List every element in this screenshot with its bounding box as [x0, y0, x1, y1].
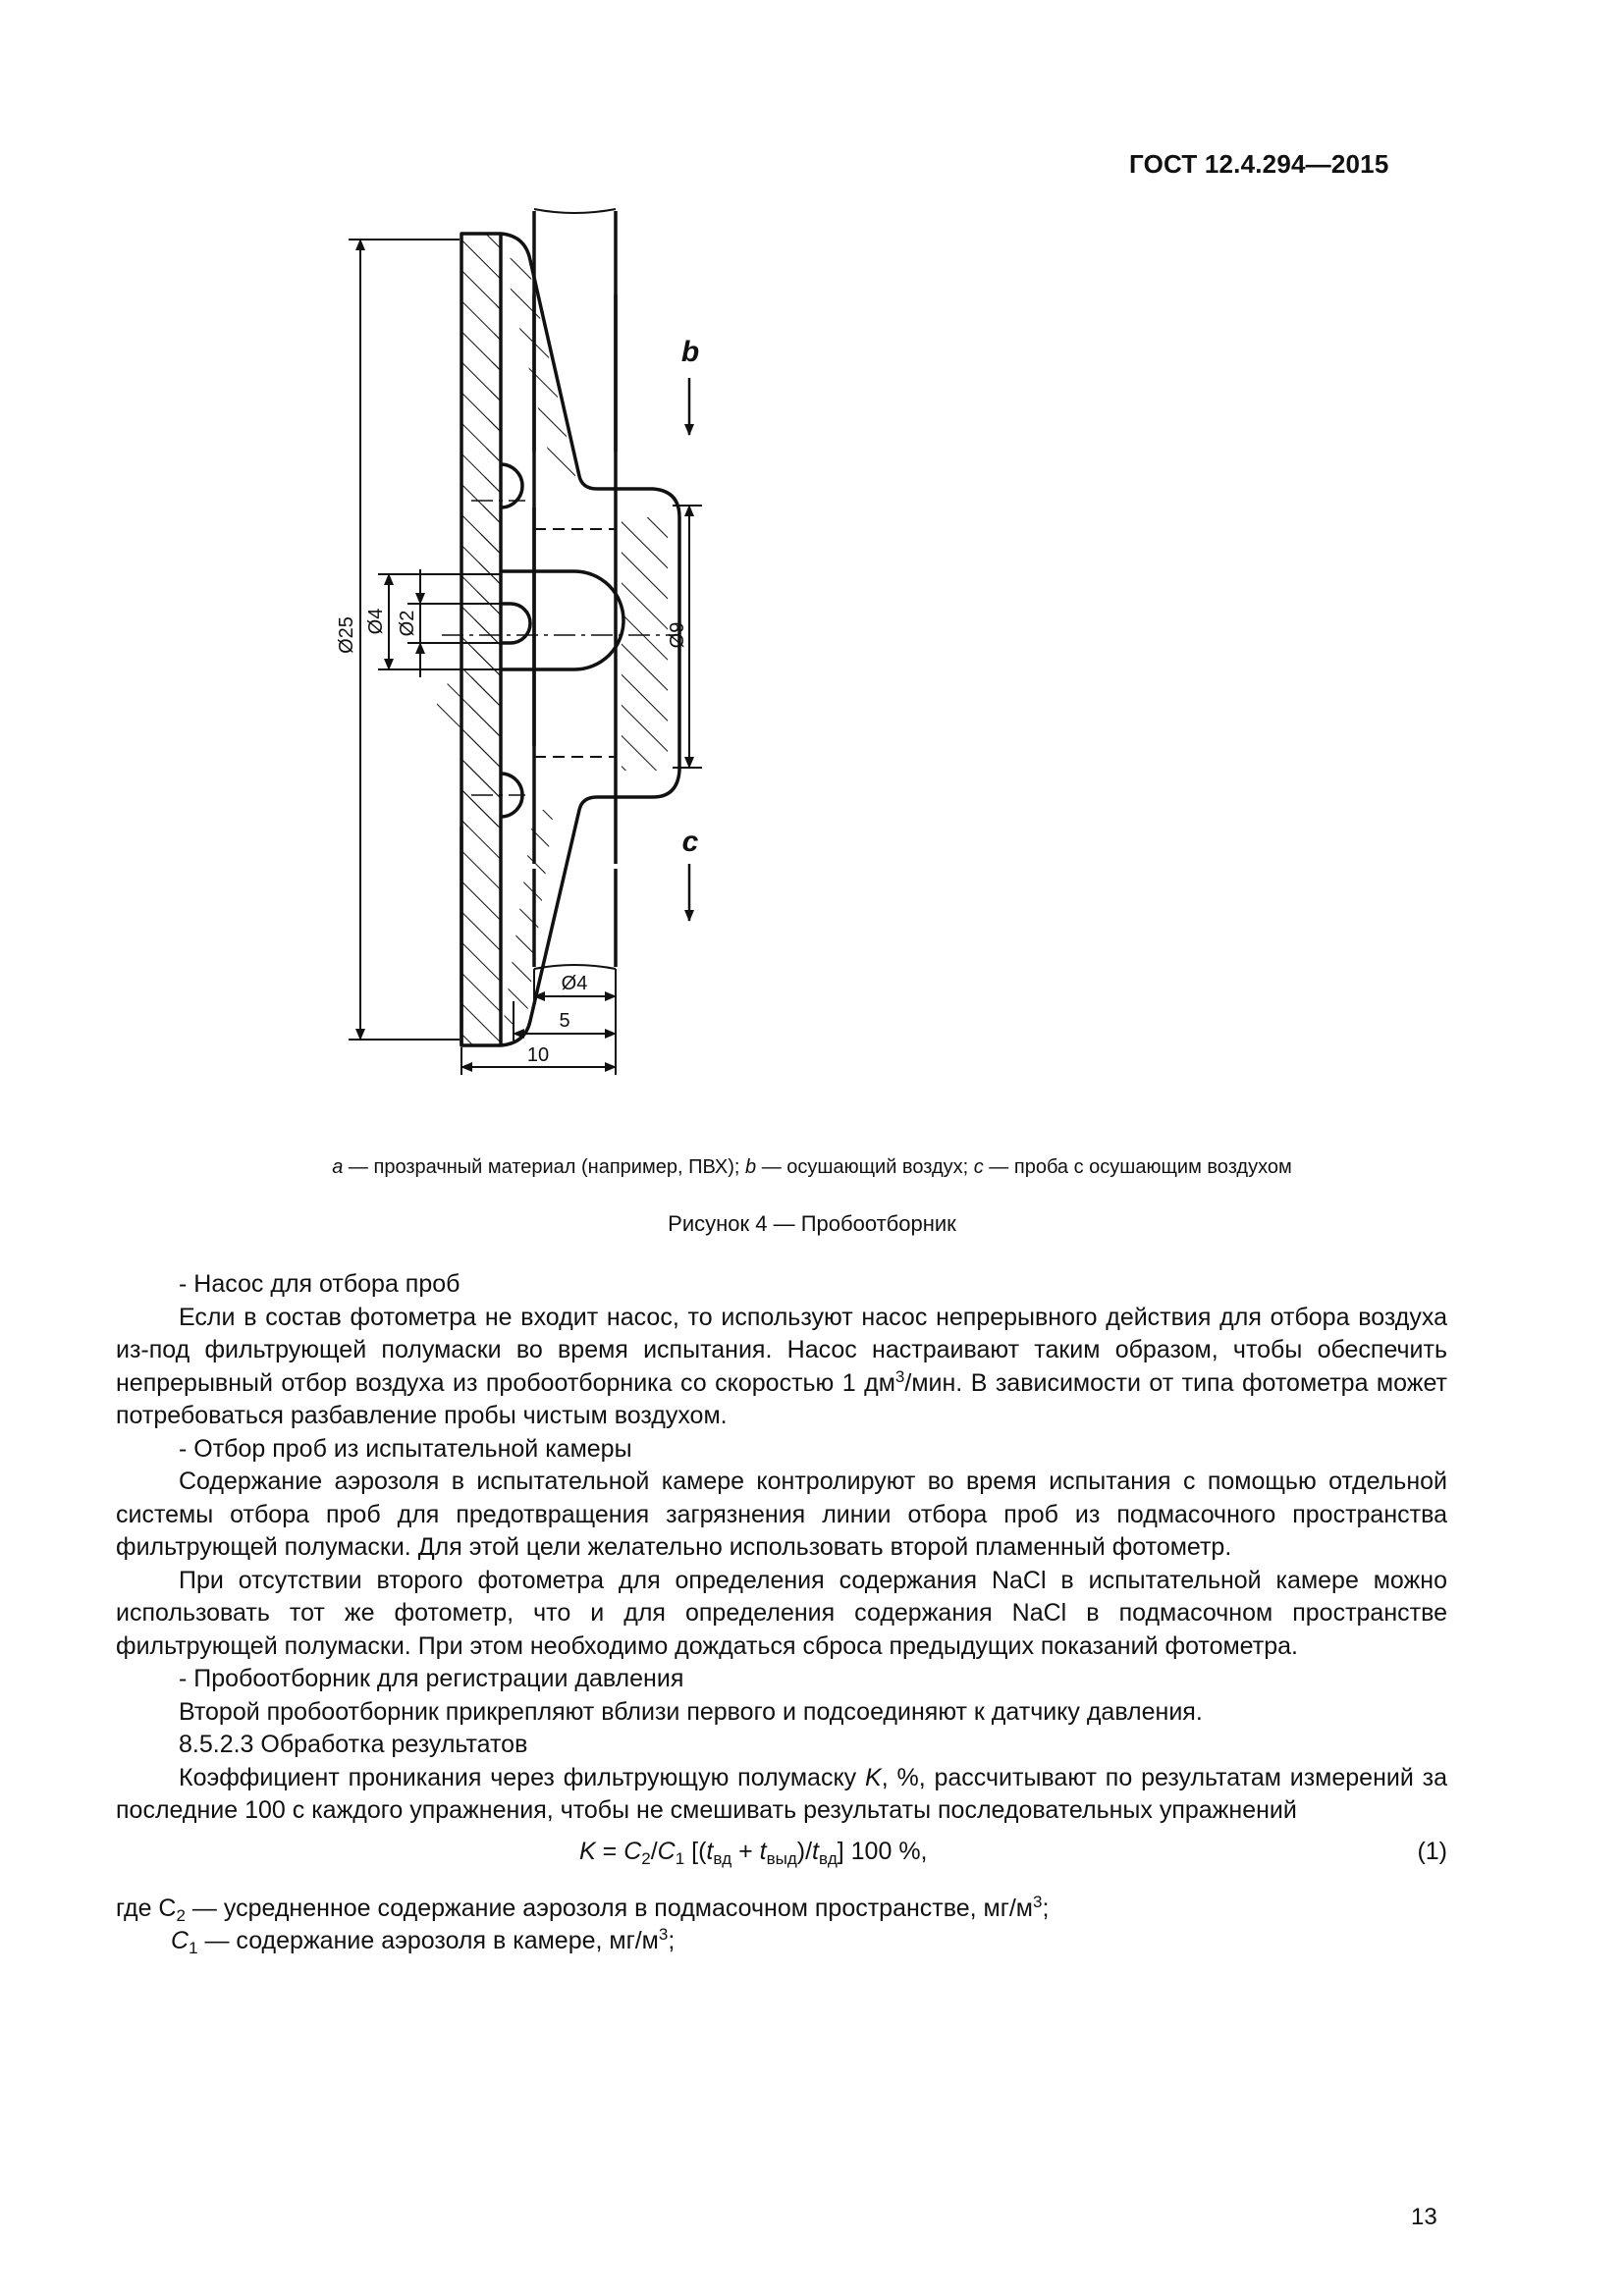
- body-text: [116, 1268, 1447, 1958]
- formula: $K = C_2/C_1$ $[(t_{вд} + t_{выд})/t_{вд}]$ 100 %,: [579, 1837, 928, 1868]
- where-c1: $C_1$ — содержание аэрозоля в камере, $мг/м^3$;: [171, 1925, 676, 1957]
- label-d25: Ø25: [336, 616, 357, 654]
- standard-designation: ГОСТ 12.4.294—2015: [1129, 149, 1389, 179]
- figure-legend: a — прозрачный материал (например, ПВХ); b — осушающий воздух; c — проба с осушающим воздухом: [332, 1156, 1292, 1178]
- label-d4-bottom: Ø4: [561, 973, 588, 994]
- paragraph-coefficient: Коэффициент проникания через фильтрующую полумаску K, %, рассчитывают по результатам измерений за последние 100 с каждого упражнения, чтобы не смешивать результаты последовательных упражнений: [116, 1763, 1447, 1824]
- label-d4-left: Ø4: [365, 608, 387, 635]
- flange-plate: [437, 234, 501, 1045]
- paragraph-pump: Если в состав фотометра не входит насос, то используют насос непрерывного действия для отбора воздуха из-под фильтрующей полумаски во время испытания. Насос настраивают таким образом, чтобы обеспечить непрерывный отбор воздуха из пробоотборника со скоростью 1 $дм^3$/мин. В зависимости от типа фотометра может потребоваться разбавление пробы чистым воздухом.: [116, 1303, 1447, 1429]
- page-number: 13: [1411, 2204, 1437, 2230]
- where-c2: где $C_2$ — усредненное содержание аэрозоля в подмасочном пространстве, $мг/м^3$;: [116, 1892, 1050, 1925]
- label-dim-5: 5: [559, 1010, 570, 1032]
- label-dim-10: 10: [526, 1044, 550, 1066]
- label-d2: Ø2: [397, 610, 418, 637]
- hidden-lines: [534, 529, 616, 757]
- paragraph-pressure-heading: - Пробоотборник для регистрации давления: [179, 1665, 684, 1692]
- paragraph-chamber-heading: - Отбор проб из испытательной камеры: [179, 1434, 632, 1463]
- probe-drawing: [336, 211, 1119, 1144]
- label-b: b: [680, 336, 700, 368]
- figure-caption: Рисунок 4 — Пробоотборник: [668, 1211, 956, 1236]
- paragraph-pump-heading: - Насос для отбора проб: [179, 1270, 460, 1298]
- formula-line: [116, 1832, 1447, 1877]
- formula-number: (1): [1417, 1837, 1447, 1865]
- paragraph-pressure: Второй пробоотборник прикрепляют вблизи первого и подсоединяют к датчику давления.: [179, 1697, 1203, 1726]
- section-heading: 8.5.2.3 Обработка результатов: [179, 1731, 528, 1758]
- label-d9: Ø9: [667, 621, 688, 649]
- hatched-walls: [503, 255, 668, 1026]
- paragraph-second-photometer: При отсутствии второго фотометра для определения содержания NaCl в испытательной камере можно использовать тот же фотометр, что и для определения содержания NaCl в подмасочном пространстве фильтрующей полумаски. При этом необходимо дождаться сброса предыдущих показаний фотометра.: [116, 1566, 1447, 1660]
- paragraph-chamber: Содержание аэрозоля в испытательной камере контролируют во время испытания с помощью отдельной системы отбора проб для предотвращения загрязнения линии отбора проб из подмасочного пространства фильтрующей полумаски. Для этой цели желательно использовать второй пламенный фотометр.: [116, 1468, 1447, 1561]
- label-c: c: [681, 826, 699, 858]
